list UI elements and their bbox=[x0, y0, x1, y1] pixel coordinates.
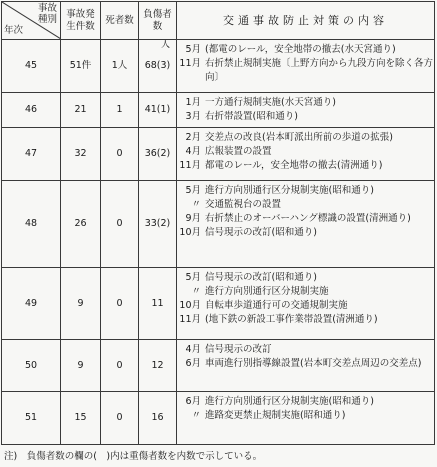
measure-text: 右折帯設置(昭和通り) bbox=[205, 111, 298, 122]
header-measures: 交通事故防止対策の内容 bbox=[177, 2, 435, 40]
table-body bbox=[2, 40, 435, 445]
measures-list bbox=[177, 184, 434, 240]
year-cell: 47 bbox=[2, 128, 61, 181]
header-injured: 負傷者 数 bbox=[139, 2, 177, 40]
year-cell: 49 bbox=[2, 268, 61, 340]
injured-cell bbox=[139, 268, 177, 340]
incidents-cell: 9 bbox=[61, 340, 101, 392]
measure-item bbox=[177, 57, 434, 85]
injured-cell bbox=[139, 128, 177, 181]
incidents-cell: 9 bbox=[61, 268, 101, 340]
measure-item bbox=[177, 285, 434, 299]
injured-value: 68(3) bbox=[144, 60, 171, 71]
measure-item bbox=[177, 226, 434, 240]
injured-unit: 人 bbox=[160, 40, 170, 50]
injured-cell bbox=[139, 392, 177, 445]
table-row bbox=[2, 392, 435, 445]
deaths-cell: 0 bbox=[101, 392, 139, 445]
measures-list bbox=[177, 395, 434, 423]
measure-text: 進路変更禁止規制実施(昭和通り) bbox=[205, 410, 346, 421]
measures-cell bbox=[177, 128, 435, 181]
measures-cell bbox=[177, 93, 435, 128]
measure-item bbox=[177, 395, 434, 409]
measure-month: 9月 bbox=[185, 213, 201, 224]
measures-list bbox=[177, 43, 434, 85]
deaths-cell: 0 bbox=[101, 128, 139, 181]
measure-text: 自転車歩道通行可の交通規制実施 bbox=[205, 300, 348, 311]
measure-month: 5月 bbox=[185, 272, 201, 283]
measure-item bbox=[177, 198, 434, 212]
injured-value: 16 bbox=[151, 412, 164, 423]
table-row bbox=[2, 128, 435, 181]
measures-list bbox=[177, 131, 434, 173]
measure-text: 進行方向別通行区分規制実施(昭和通り) bbox=[205, 185, 374, 196]
measure-text: (地下鉄の新設工事作業帯設置(清洲通り) bbox=[205, 314, 378, 325]
measures-list bbox=[177, 343, 434, 371]
injured-value: 12 bbox=[151, 359, 164, 371]
measure-text: 信号現示の改訂 bbox=[205, 344, 272, 355]
deaths-cell: 0 bbox=[101, 340, 139, 392]
measure-text: 進行方向別通行区分規制実施(昭和通り) bbox=[205, 396, 374, 407]
measure-text: 進行方向別通行区分規制実施 bbox=[205, 286, 329, 297]
measure-item bbox=[177, 271, 434, 285]
measure-item bbox=[177, 131, 434, 145]
measures-cell bbox=[177, 340, 435, 392]
measure-item bbox=[177, 409, 434, 423]
measure-month: 4月 bbox=[185, 146, 201, 157]
deaths-cell: 0 bbox=[101, 268, 139, 340]
measure-month: 2月 bbox=[185, 132, 201, 143]
measure-text: 都電のレール，安全地帯の撤去(清洲通り) bbox=[205, 160, 383, 171]
year-cell: 46 bbox=[2, 93, 61, 128]
incidents-cell: 26 bbox=[61, 181, 101, 268]
measure-month: 11月 bbox=[179, 160, 201, 171]
measure-month: 5月 bbox=[185, 185, 201, 196]
measure-item bbox=[177, 212, 434, 226]
measure-text: (都電のレール，安全地帯の撤去(水天宮通り) bbox=[205, 44, 396, 55]
year-cell: 45 bbox=[2, 40, 61, 93]
deaths-cell: 1人 bbox=[101, 40, 139, 93]
measure-item bbox=[177, 96, 434, 110]
measure-month: 10月 bbox=[179, 227, 201, 238]
measure-month: 3月 bbox=[185, 111, 201, 122]
measure-month: 1月 bbox=[185, 97, 201, 108]
measure-text: 車両進行別指導線設置(岩本町交差点周辺の交差点) bbox=[205, 358, 422, 369]
table-row bbox=[2, 93, 435, 128]
measure-month: 11月 bbox=[179, 58, 201, 69]
table-row bbox=[2, 40, 435, 93]
measure-text: 交通監視台の設置 bbox=[205, 199, 282, 210]
year-cell: 50 bbox=[2, 340, 61, 392]
measure-text: 信号現示の改訂(昭和通り) bbox=[205, 272, 317, 283]
injured-value: 36(2) bbox=[144, 148, 171, 159]
footnote: 注) 負傷者数の欄の( )内は重傷者数を内数で示している。 bbox=[4, 451, 263, 462]
measure-text: 広報装置の設置 bbox=[205, 146, 272, 157]
injured-cell bbox=[139, 340, 177, 392]
measure-month: 〃 bbox=[191, 199, 201, 210]
measures-cell bbox=[177, 392, 435, 445]
measure-item bbox=[177, 43, 434, 57]
measure-item bbox=[177, 184, 434, 198]
measure-text: 右折禁止のオーバーハング標識の設置(清洲通り) bbox=[205, 213, 411, 224]
measure-month: 4月 bbox=[185, 344, 201, 355]
deaths-cell: 1 bbox=[101, 93, 139, 128]
measure-month: 〃 bbox=[191, 286, 201, 297]
table-header-row bbox=[2, 2, 435, 40]
measures-cell bbox=[177, 40, 435, 93]
header-incidents: 事故発 生件数 bbox=[61, 2, 101, 40]
measure-text: 一方通行規制実施(水天宮通り) bbox=[205, 97, 336, 108]
injured-value: 33(2) bbox=[144, 218, 171, 229]
corner-header-cell bbox=[2, 2, 61, 40]
measures-cell bbox=[177, 268, 435, 340]
table-row bbox=[2, 181, 435, 268]
deaths-cell: 0 bbox=[101, 181, 139, 268]
table-row bbox=[2, 268, 435, 340]
injured-cell bbox=[139, 181, 177, 268]
table-row bbox=[2, 340, 435, 392]
measure-item bbox=[177, 357, 434, 371]
header-deaths: 死者数 bbox=[101, 2, 139, 40]
accident-statistics-table bbox=[1, 1, 435, 445]
header-accident-type: 事故 種別 bbox=[37, 3, 57, 25]
measures-list bbox=[177, 271, 434, 327]
injured-cell bbox=[139, 93, 177, 128]
measure-item bbox=[177, 343, 434, 357]
measure-month: 6月 bbox=[185, 396, 201, 407]
measure-item bbox=[177, 145, 434, 159]
measures-list bbox=[177, 96, 434, 124]
incidents-cell: 21 bbox=[61, 93, 101, 128]
measure-item bbox=[177, 110, 434, 124]
incidents-cell: 15 bbox=[61, 392, 101, 445]
incidents-cell: 32 bbox=[61, 128, 101, 181]
year-cell: 48 bbox=[2, 181, 61, 268]
injured-value: 41(1) bbox=[144, 104, 171, 115]
measure-month: 〃 bbox=[191, 410, 201, 421]
measure-item bbox=[177, 159, 434, 173]
measure-month: 11月 bbox=[179, 314, 201, 325]
measure-month: 10月 bbox=[179, 300, 201, 311]
injured-cell bbox=[139, 40, 177, 93]
year-cell: 51 bbox=[2, 392, 61, 445]
measure-text: 交差点の改良(岩本町派出所前の歩道の拡張) bbox=[205, 132, 393, 143]
measure-month: 6月 bbox=[185, 358, 201, 369]
header-year: 年次 bbox=[4, 25, 24, 36]
measure-text: 信号現示の改訂(昭和通り) bbox=[205, 227, 317, 238]
measure-item bbox=[177, 313, 434, 327]
incidents-cell: 51件 bbox=[61, 40, 101, 93]
measure-text: 右折禁止規制実施〔上野方向から九段方向を除く各方向〕 bbox=[205, 58, 434, 83]
injured-value: 11 bbox=[151, 297, 164, 309]
measures-cell bbox=[177, 181, 435, 268]
measure-month: 5月 bbox=[185, 44, 201, 55]
measure-item bbox=[177, 299, 434, 313]
